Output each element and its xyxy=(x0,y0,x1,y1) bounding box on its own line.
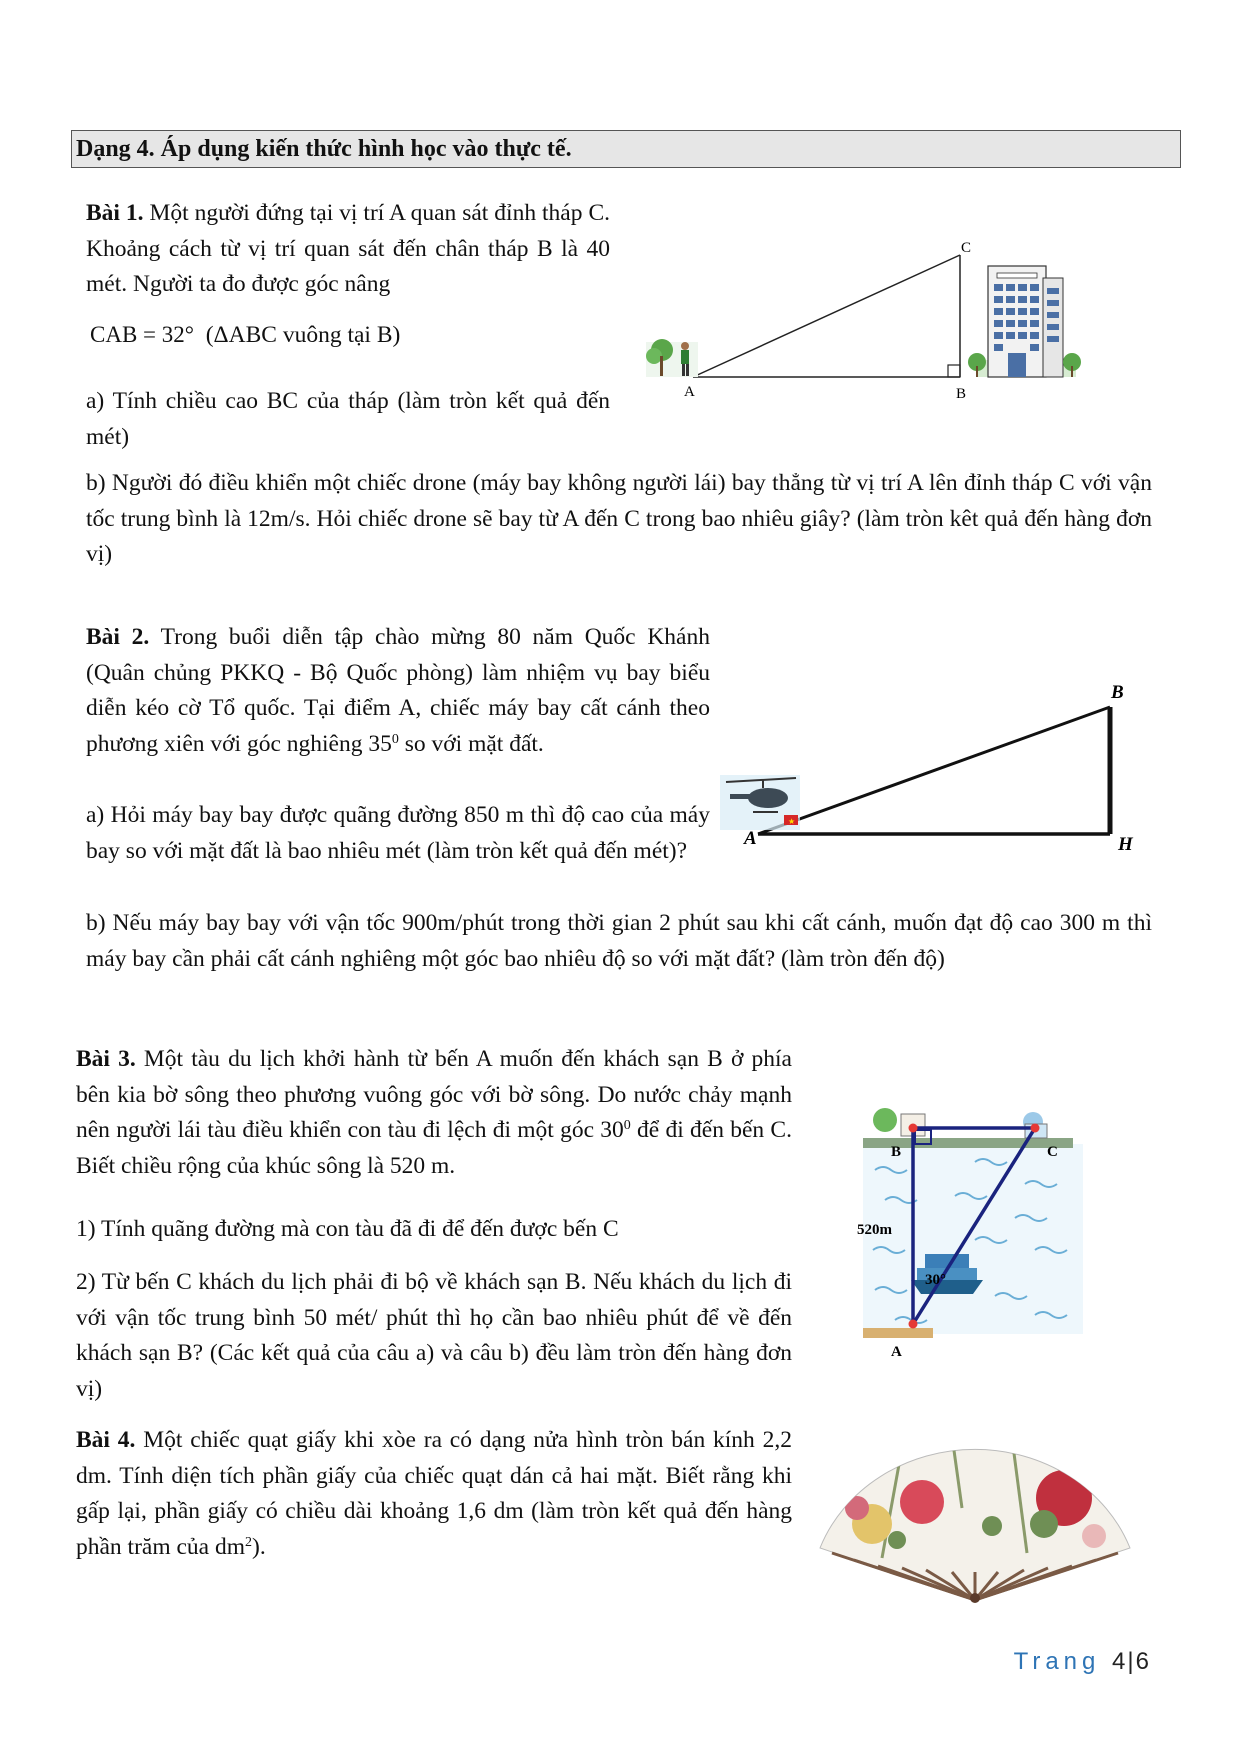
section-title: Dạng 4. Áp dụng kiến thức hình học vào thực tế. xyxy=(76,136,572,162)
bai1-part-a-text: a) Tính chiều cao BC của tháp (làm tròn kết quả đến mét) xyxy=(86,388,610,450)
point-a xyxy=(909,1320,918,1329)
bai1-intro xyxy=(86,196,610,303)
bai2-intro-post: so với mặt đất. xyxy=(398,730,544,757)
page-footer xyxy=(1014,1648,1151,1676)
bai2-part-a xyxy=(86,798,710,869)
bai3-intro-text: Một tàu du lịch khởi hành từ bến A muốn đến khách sạn B ở phía bên kia bờ sông theo phương vuông góc với bờ sông. Do nước chảy mạnh nên người lái tàu điều khiển con tàu đi lệch đi một góc 30 xyxy=(76,1046,792,1143)
bai1-angle-expr: CAB = 32° xyxy=(90,322,194,347)
footer-word: Trang xyxy=(1013,1648,1101,1675)
bai3-intro xyxy=(76,1042,792,1184)
bai1-triangle-expr: (ΔABC vuông tại B) xyxy=(205,322,401,348)
bai2-part-a-text: a) Hỏi máy bay bay được quãng đường 850 m thì độ cao của máy bay so với mặt đất là bao nhiêu mét (làm tròn kết quả đến mét)? xyxy=(86,802,710,864)
person-icon xyxy=(646,339,698,377)
footer-total: 6 xyxy=(1135,1648,1151,1675)
bai2-label-h: H xyxy=(1118,834,1133,855)
bai2-part-b-text: b) Nếu máy bay bay với vận tốc 900m/phút trong thời gian 2 phút sau khi cất cánh, muốn đạt độ cao 300 m thì máy bay cần phải cất cánh nghiêng một góc bao nhiêu độ so với mặt đất? (làm tròn đến độ) xyxy=(86,910,1152,972)
footer-page: 4 xyxy=(1112,1648,1128,1675)
bai2-line-ab xyxy=(758,707,1110,834)
bai1-figure xyxy=(640,238,1100,408)
bai3-label-b: B xyxy=(891,1144,902,1160)
bai2-label-b: B xyxy=(1111,682,1124,703)
point-b xyxy=(909,1124,918,1133)
flower-red xyxy=(900,1480,944,1524)
bai3-intro-post: để đi đến bến C. Biết chiều rộng của khúc sông là 520 m. xyxy=(76,1117,792,1179)
bai1-part-a xyxy=(86,384,610,455)
bai1-label-c: C xyxy=(961,240,972,256)
bai3-label-c: C xyxy=(1047,1144,1058,1160)
fan-icon xyxy=(820,1436,1130,1603)
bai3-degree-sup: 0 xyxy=(623,1118,631,1133)
bai1-label: Bài 1. xyxy=(86,200,144,226)
bai1-line-ac xyxy=(693,255,960,377)
bai3-part-1-text: 1) Tính quãng đường mà con tàu đã đi để đến được bến C xyxy=(76,1216,619,1242)
svg-text:★: ★ xyxy=(788,817,796,826)
fan-figure xyxy=(812,1428,1138,1610)
bai1-label-b: B xyxy=(956,386,967,402)
bai4-intro xyxy=(76,1423,792,1565)
bai3-part-1 xyxy=(76,1212,792,1248)
bai4-label: Bài 4. xyxy=(76,1427,136,1453)
bai3-angle-label: 30° xyxy=(925,1272,946,1288)
bai2-intro xyxy=(86,620,710,762)
bai4-square-sup: 2 xyxy=(245,1534,253,1550)
bai1-right-angle xyxy=(948,365,960,377)
bai1-part-b-text: b) Người đó điều khiển một chiếc drone (máy bay không người lái) bay thẳng từ vị trí A lên đỉnh tháp C với vận tốc trung bình là 12m/s. Hỏi chiếc drone sẽ bay từ A đến C trong bao nhiêu giây? (làm tròn kêt quả đến hàng đơn vị) xyxy=(86,470,1152,567)
point-c xyxy=(1031,1124,1040,1133)
near-bank xyxy=(863,1328,933,1338)
bai3-width-label: 520m xyxy=(857,1222,892,1238)
bai3-part-2-text: 2) Từ bến C khách du lịch phải đi bộ về khách sạn B. Nếu khách du lịch đi với vận tốc trung bình 50 mét/ phút thì họ cần bao nhiêu phút để về đến khách sạn B? (Các kết quả của câu a) và câu b) đều làm tròn đến hàng đơn vị) xyxy=(76,1269,792,1402)
section-header xyxy=(71,130,1181,168)
bai1-formula xyxy=(90,317,610,354)
bai3-label: Bài 3. xyxy=(76,1046,136,1072)
bai2-degree-sup: 0 xyxy=(391,731,399,747)
hotel-icon xyxy=(873,1108,1047,1138)
bai3-label-a: A xyxy=(891,1344,902,1360)
bai2-figure xyxy=(718,680,1148,860)
bai1-label-a: A xyxy=(684,384,695,400)
footer-sep: | xyxy=(1127,1648,1136,1675)
bai2-label: Bài 2. xyxy=(86,624,150,650)
bai2-label-a: A xyxy=(744,828,757,849)
building-icon xyxy=(968,266,1081,377)
bai2-part-b xyxy=(86,906,1152,977)
bai4-intro-post: ). xyxy=(252,1533,266,1560)
bai4-intro-text: Một chiếc quạt giấy khi xòe ra có dạng nửa hình tròn bán kính 2,2 dm. Tính diện tích phần giấy của chiếc quạt dán cả hai mặt. Biết rằng khi gấp lại, phần giấy có chiều dài khoảng 1,6 dm (làm tròn kết quả đến hàng phần trăm của dm xyxy=(76,1427,792,1560)
bai1-intro-text: Một người đứng tại vị trí A quan sát đỉnh tháp C. Khoảng cách từ vị trí quan sát đến chân tháp B là 40 mét. Người ta đo được góc nâng xyxy=(86,200,610,297)
helicopter-icon xyxy=(720,775,800,830)
bai1-part-b xyxy=(86,466,1152,573)
bai3-figure xyxy=(855,1100,1095,1365)
bai3-part-2 xyxy=(76,1265,792,1407)
bai2-intro-text: Trong buổi diễn tập chào mừng 80 năm Quốc Khánh (Quân chủng PKKQ - Bộ Quốc phòng) làm nhiệm vụ bay biểu diễn kéo cờ Tổ quốc. Tại điểm A, chiếc máy bay cất cánh theo phương xiên với góc nghiêng 35 xyxy=(86,624,710,757)
